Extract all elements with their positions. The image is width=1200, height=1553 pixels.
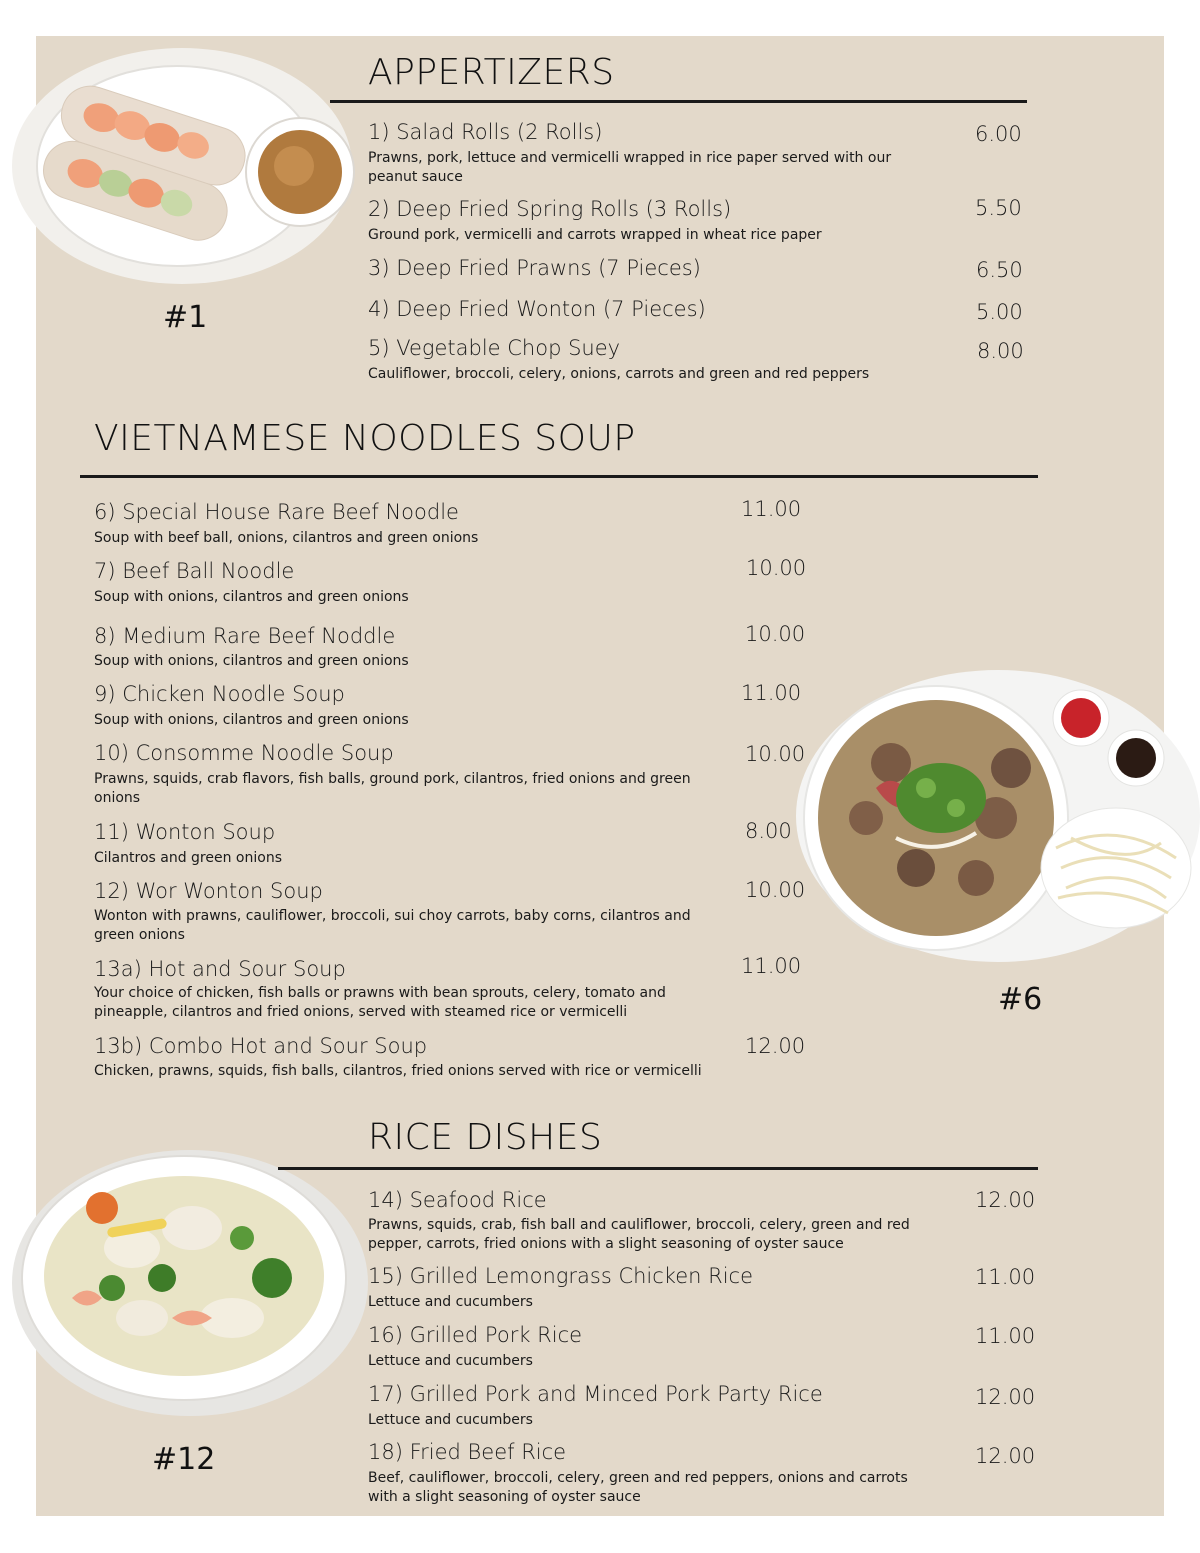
item-price: 12.00 — [975, 1188, 1036, 1212]
item-desc: Cilantros and green onions — [94, 850, 282, 866]
item-price: 11.00 — [975, 1324, 1036, 1348]
item-name: 13b) Combo Hot and Sour Soup — [94, 1034, 428, 1058]
item-price: 8.00 — [745, 819, 792, 843]
item-price: 5.00 — [976, 300, 1023, 324]
wonton-soup-photo — [12, 1148, 368, 1418]
section-title-noodles: VIETNAMESE NOODLES SOUP — [94, 418, 636, 459]
item-name: 4) Deep Fried Wonton (7 Pieces) — [368, 297, 706, 321]
item-desc: Beef, cauliflower, broccoli, celery, green and red peppers, onions and carrots with a slight seasoning of oyster sauce — [368, 1470, 908, 1505]
item-desc: Soup with onions, cilantros and green onions — [94, 712, 409, 728]
section-title-appetizers: APPERTIZERS — [368, 52, 615, 93]
item-price: 11.00 — [741, 497, 802, 521]
item-price: 10.00 — [746, 556, 807, 580]
item-name: 8) Medium Rare Beef Noddle — [94, 624, 396, 648]
item-name: 5) Vegetable Chop Suey — [368, 336, 621, 360]
item-name: 15) Grilled Lemongrass Chicken Rice — [368, 1264, 754, 1288]
item-name: 14) Seafood Rice — [368, 1188, 547, 1212]
pho-photo — [796, 668, 1200, 964]
item-desc: Cauliflower, broccoli, celery, onions, carrots and green and red peppers — [368, 366, 870, 382]
section-rule-noodles — [80, 475, 1038, 478]
item-price: 5.50 — [975, 196, 1022, 220]
item-desc: Chicken, prawns, squids, fish balls, cilantros, fried onions served with rice or vermicelli — [94, 1063, 702, 1079]
item-desc: Prawns, squids, crab flavors, fish balls, ground pork, cilantros, fried onions and green onions — [94, 771, 691, 806]
section-rule-appetizers — [330, 100, 1027, 103]
item-price: 12.00 — [975, 1444, 1036, 1468]
section-rule-rice — [278, 1167, 1038, 1170]
item-name: 18) Fried Beef Rice — [368, 1440, 567, 1464]
item-price: 6.50 — [976, 258, 1023, 282]
item-name: 12) Wor Wonton Soup — [94, 879, 323, 903]
photo-label-6: #6 — [998, 982, 1043, 1017]
item-name: 13a) Hot and Sour Soup — [94, 957, 346, 981]
item-desc: Soup with onions, cilantros and green onions — [94, 589, 409, 605]
item-name: 7) Beef Ball Noodle — [94, 559, 295, 583]
item-desc: Lettuce and cucumbers — [368, 1412, 533, 1428]
item-name: 10) Consomme Noodle Soup — [94, 741, 394, 765]
item-desc: Wonton with prawns, cauliflower, broccoli, sui choy carrots, baby corns, cilantros and green onions — [94, 908, 691, 943]
item-name: 16) Grilled Pork Rice — [368, 1323, 583, 1347]
item-desc: Your choice of chicken, fish balls or prawns with bean sprouts, celery, tomato and pineapple, cilantros and fried onions, served with steamed rice or vermicelli — [94, 985, 666, 1020]
item-desc: Prawns, squids, crab, fish ball and cauliflower, broccoli, celery, green and red pepper, carrots, fried onions with a slight seasoning of oyster sauce — [368, 1217, 910, 1252]
item-price: 6.00 — [975, 122, 1022, 146]
item-name: 17) Grilled Pork and Minced Pork Party Rice — [368, 1382, 823, 1406]
item-price: 11.00 — [975, 1265, 1036, 1289]
item-desc: Soup with beef ball, onions, cilantros and green onions — [94, 530, 479, 546]
item-desc: Lettuce and cucumbers — [368, 1353, 533, 1369]
item-name: 2) Deep Fried Spring Rolls (3 Rolls) — [368, 197, 732, 221]
item-price: 10.00 — [745, 878, 806, 902]
item-desc: Lettuce and cucumbers — [368, 1294, 533, 1310]
section-title-rice: RICE DISHES — [368, 1117, 603, 1158]
item-name: 1) Salad Rolls (2 Rolls) — [368, 120, 603, 144]
item-price: 8.00 — [977, 339, 1024, 363]
item-price: 12.00 — [975, 1385, 1036, 1409]
item-name: 6) Special House Rare Beef Noodle — [94, 500, 459, 524]
item-price: 11.00 — [741, 954, 802, 978]
item-desc: Ground pork, vermicelli and carrots wrapped in wheat rice paper — [368, 227, 822, 243]
item-name: 11) Wonton Soup — [94, 820, 276, 844]
photo-label-12: #12 — [152, 1442, 216, 1477]
item-price: 10.00 — [745, 622, 806, 646]
item-name: 9) Chicken Noodle Soup — [94, 682, 345, 706]
item-price: 12.00 — [745, 1034, 806, 1058]
photo-label-1: #1 — [163, 300, 208, 335]
item-desc: Prawns, pork, lettuce and vermicelli wrapped in rice paper served with our peanut sauce — [368, 150, 892, 185]
item-name: 3) Deep Fried Prawns (7 Pieces) — [368, 256, 701, 280]
salad-rolls-photo — [12, 44, 360, 288]
item-price: 11.00 — [741, 681, 802, 705]
item-desc: Soup with onions, cilantros and green onions — [94, 653, 409, 669]
item-price: 10.00 — [745, 742, 806, 766]
